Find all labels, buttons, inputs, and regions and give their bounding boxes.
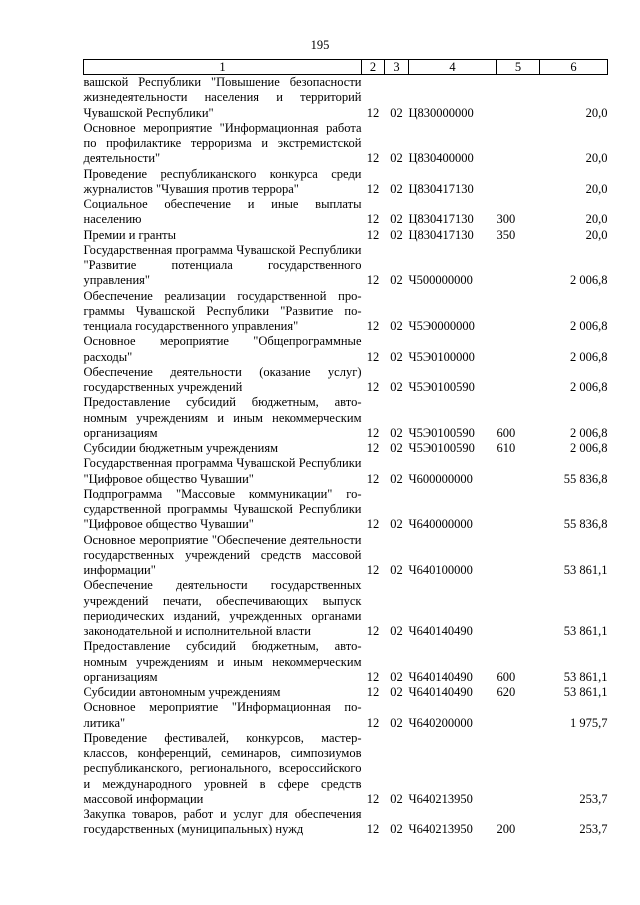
row-amount: 2 006,8 [570,273,608,288]
table-row [84,639,608,685]
table-row [84,578,608,639]
row-target-item: Ц830417130 [408,212,474,227]
header-col-2: 2 [362,60,385,75]
row-name: Основное мероприятие "Обеспечение деятельности государственных учреждений средств массовой информации" [83,532,362,577]
table-row [84,441,608,456]
row-name: Закупка товаров, работ и услуг для обеспечения государственных (муниципальных) нужд [83,807,362,837]
header-col-5: 5 [497,60,540,75]
table-row [84,456,608,487]
row-name: вашской Республики "Повышение безопасности жизнедеятельности населения и территорий Чувашской Республики" [83,75,362,120]
row-expense-type [497,334,540,365]
table-row [84,533,608,579]
row-target-item: Ч5Э0100590 [408,425,475,440]
row-expense-type [497,533,540,579]
row-expense-type [497,487,540,533]
row-subsection: 02 [390,349,403,364]
row-section: 12 [366,624,380,638]
row-name: Государственная программа Чувашской Республики "Развитие потенциала государственного управления" [83,242,362,288]
row-amount: 20,0 [585,212,608,227]
row-subsection: 02 [390,319,403,333]
row-expense-type: 620 [496,685,516,699]
row-expense-type [497,578,540,639]
row-name: Предоставление субсидий бюджетным, автономным учреждениям и иным некоммерческим организациям [83,395,362,440]
row-name: Основное мероприятие "Информационная работа по профилактике терроризма и экстремистской деятельности" [83,120,362,166]
row-name: Проведение республиканского конкурса среди журналистов "Чувашия против террора" [83,166,362,196]
row-subsection: 02 [390,441,403,455]
row-target-item: Ч5Э0100000 [408,349,475,364]
row-amount: 20,0 [585,151,608,166]
row-subsection: 02 [390,822,403,837]
row-expense-type [497,700,540,731]
row-section: 12 [366,441,380,455]
row-expense-type [497,365,540,396]
row-target-item: Ч600000000 [408,471,473,486]
table-row [84,121,608,167]
row-subsection: 02 [390,425,403,440]
row-amount: 55 836,8 [563,471,608,486]
header-col-1: 1 [84,60,362,75]
table-row [84,700,608,731]
row-target-item: Ц830417130 [408,227,474,242]
row-section: 12 [366,563,380,577]
row-expense-type [497,243,540,289]
row-expense-type: 600 [496,425,516,440]
row-name: Государственная программа Чувашской Республики "Цифровое общество Чувашии" [83,456,362,486]
row-target-item: Ч5Э0000000 [408,319,475,333]
row-amount: 53 861,1 [563,624,608,638]
row-target-item: Ч640200000 [408,715,473,730]
row-name: Субсидии автономным учреждениям [83,685,281,699]
row-amount: 20,0 [585,227,608,242]
row-target-item: Ч5Э0100590 [408,441,475,455]
header-col-4: 4 [409,60,497,75]
row-subsection: 02 [390,685,403,699]
row-subsection: 02 [390,227,403,242]
row-amount: 20,0 [585,105,608,120]
row-target-item: Ч640100000 [408,563,473,577]
row-amount: 53 861,1 [563,685,608,699]
row-section: 12 [366,273,380,288]
row-subsection: 02 [390,715,403,730]
budget-table [83,59,608,838]
row-target-item: Ч640140490 [408,685,473,699]
row-name: Проведение фестивалей, конкурсов, мастер-классов, конференций, семинаров, симпозиумов республиканского, регионального, всероссийского и международного уровней в сфере средств массовой информации [83,730,362,806]
row-subsection: 02 [390,669,403,684]
row-section: 12 [366,822,380,837]
row-target-item: Ч640213950 [408,791,473,806]
row-section: 12 [366,517,380,532]
row-target-item: Ч640213950 [408,822,473,837]
row-amount: 2 006,8 [570,441,608,455]
row-subsection: 02 [390,105,403,120]
row-amount: 53 861,1 [563,563,608,577]
row-section: 12 [366,227,380,242]
row-target-item: Ц830000000 [408,105,474,120]
row-section: 12 [366,151,380,166]
table-row [84,228,608,243]
row-amount: 1 975,7 [570,715,608,730]
row-subsection: 02 [390,380,403,394]
row-section: 12 [366,425,380,440]
row-expense-type: 600 [496,669,516,684]
row-section: 12 [366,715,380,730]
row-subsection: 02 [390,181,403,196]
row-amount: 53 861,1 [563,669,608,684]
row-section: 12 [366,349,380,364]
row-section: 12 [366,212,380,227]
row-expense-type [497,75,540,121]
table-row [84,289,608,335]
row-name: Обеспечение деятельности государственных учреждений печати, обеспечивающих выпуск периодических изданий, учрежденных органами законодательной и исполнительной власти [83,578,362,638]
row-amount: 253,7 [579,791,608,806]
header-col-6: 6 [540,60,608,75]
row-name: Основное мероприятие "Общепрограммные расходы" [83,334,362,364]
table-row [84,243,608,289]
table-row [84,197,608,228]
row-expense-type: 200 [496,822,516,837]
row-expense-type [497,121,540,167]
row-amount: 20,0 [585,181,608,196]
row-expense-type: 610 [496,441,516,455]
row-target-item: Ч500000000 [408,273,473,288]
row-subsection: 02 [390,151,403,166]
table-row [84,685,608,700]
row-subsection: 02 [390,212,403,227]
row-section: 12 [366,105,380,120]
row-amount: 253,7 [579,822,608,837]
row-target-item: Ч640140490 [408,669,473,684]
row-section: 12 [366,685,380,699]
row-name: Обеспечение деятельности (оказание услуг) государственных учреждений [83,364,362,394]
row-subsection: 02 [390,624,403,638]
row-subsection: 02 [390,471,403,486]
row-expense-type [497,167,540,198]
row-target-item: Ц830417130 [408,181,474,196]
row-name: Премии и гранты [83,227,177,242]
row-amount: 55 836,8 [563,517,608,532]
row-expense-type [497,456,540,487]
table-header-row [84,60,608,75]
table-row [84,365,608,396]
row-target-item: Ц830400000 [408,151,474,166]
row-target-item: Ч640000000 [408,517,473,532]
row-subsection: 02 [390,791,403,806]
row-section: 12 [366,669,380,684]
table-row [84,334,608,365]
row-section: 12 [366,380,380,394]
page-number: 195 [310,38,330,52]
row-subsection: 02 [390,517,403,532]
row-subsection: 02 [390,273,403,288]
row-amount: 2 006,8 [570,349,608,364]
row-expense-type: 300 [496,212,516,227]
table-row [84,167,608,198]
row-name: Подпрограмма "Массовые коммуникации" государственной программы Чувашской Республики "Цифровое общество Чувашии" [83,486,362,532]
row-amount: 2 006,8 [570,425,608,440]
row-name: Субсидии бюджетным учреждениям [83,441,279,455]
row-name: Обеспечение реализации государственной программы Чувашской Республики "Развитие потенциала государственного управления" [83,288,362,333]
table-row [84,395,608,441]
row-name: Социальное обеспечение и иные выплаты населению [83,197,362,227]
row-section: 12 [366,181,380,196]
header-col-3: 3 [385,60,409,75]
row-target-item: Ч5Э0100590 [408,380,475,394]
row-target-item: Ч640140490 [408,624,473,638]
row-amount: 2 006,8 [570,319,608,333]
table-row [84,731,608,807]
row-subsection: 02 [390,563,403,577]
row-section: 12 [366,319,380,333]
row-amount: 2 006,8 [570,380,608,394]
table-row [84,75,608,121]
row-expense-type: 350 [496,227,516,242]
row-name: Основное мероприятие "Информационная политика" [83,700,362,730]
row-expense-type [497,289,540,335]
row-section: 12 [366,471,380,486]
row-expense-type [497,731,540,807]
row-section: 12 [366,791,380,806]
table-row [84,487,608,533]
row-name: Предоставление субсидий бюджетным, автономным учреждениям и иным некоммерческим организациям [83,639,362,684]
table-row [84,807,608,838]
